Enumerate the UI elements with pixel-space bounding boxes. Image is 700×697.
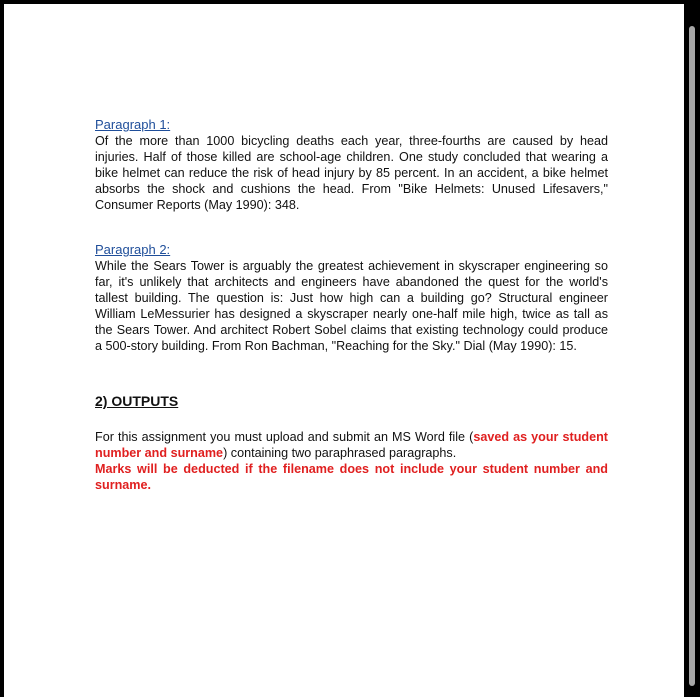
paragraph-1-block (95, 117, 608, 213)
outputs-instructions (95, 429, 608, 461)
paragraph-2-text: While the Sears Tower is arguably the greatest achievement in skyscraper engineering so far, it's unlikely that architects and engineers have abandoned the quest for the world's tallest building. The question is: Just how high can a building go? Structural engineer William LeMessurier has designed a skyscraper nearly one-half mile high, twice as tall as the Sears Tower. And architect Robert Sobel claims that existing technology could produce a 500-story building. From Ron Bachman, "Reaching for the Sky." Dial (May 1990): 15. (95, 259, 608, 353)
scrollbar-thumb[interactable] (689, 26, 695, 686)
outputs-block (95, 429, 608, 493)
paragraph-1-heading: Paragraph 1: (95, 117, 171, 132)
paragraph-2-block (95, 242, 608, 354)
outputs-rest-text: ) containing two paraphrased paragraphs. (223, 446, 457, 460)
outputs-heading: 2) OUTPUTS (95, 393, 179, 409)
paragraph-2-heading: Paragraph 2: (95, 242, 171, 257)
outputs-intro-text: For this assignment you must upload and submit an MS Word file ( (95, 430, 474, 444)
paragraph-1-text: Of the more than 1000 bicycling deaths each year, three-fourths are caused by head injuries. Half of those killed are school-age children. One study concluded that wearing a bike helmet can reduce the risk of head injury by 85 percent. In an accident, a bike helmet absorbs the shock and cushions the head. From "Bike Helmets: Unused Lifesavers," Consumer Reports (May 1990): 348. (95, 134, 608, 212)
document-page (4, 4, 684, 697)
vertical-scrollbar[interactable] (686, 4, 700, 697)
outputs-highlight-text: saved as your student number and surname (95, 430, 609, 460)
document-content (95, 117, 608, 493)
outputs-warning: Marks will be deducted if the filename does not include your student number and surname. (95, 462, 608, 492)
